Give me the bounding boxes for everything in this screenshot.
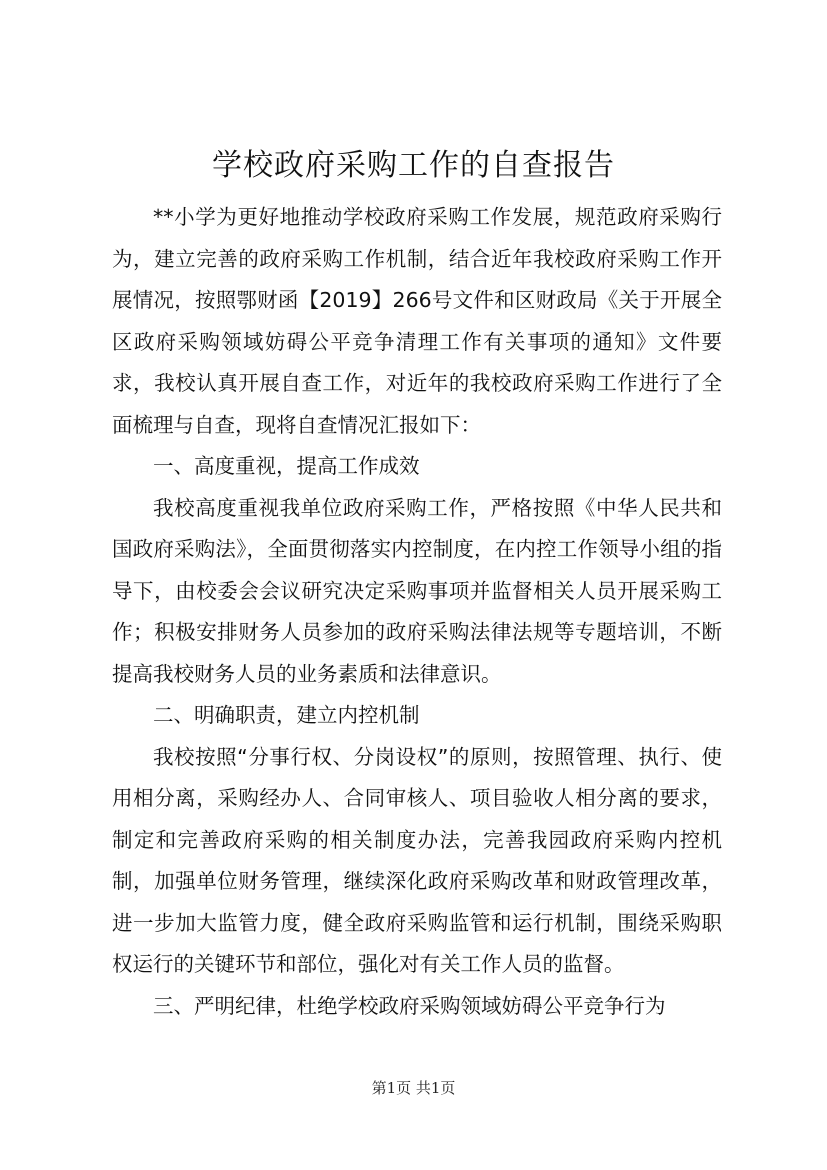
document-title: 学校政府采购工作的自查报告 (212, 148, 615, 183)
section-body-1: 我校高度重视我单位政府采购工作，严格按照《中华人民共和国政府采购法》，全面贯彻落实内控制度，在内控工作领导小组的指导下，由校委会会议研究决定采购事项并监督相关人员开展采购工作；积极安排财务人员参加的政府采购法律法规等专题培训，不断提高我校财务人员的业务素质和法律意识。 (112, 495, 722, 686)
section-heading-1: 一、高度重视，提高工作成效 (153, 454, 420, 478)
section-heading-2: 二、明确职责，建立内控机制 (153, 703, 420, 727)
document-body (112, 197, 722, 1027)
section-heading-3: 三、严明纪律，杜绝学校政府采购领域妨碍公平竞争行为 (153, 993, 666, 1018)
section-body-2: 我校按照“分事行权、分岗设权”的原则，按照管理、执行、使用相分离，采购经办人、合同审核人、项目验收人相分离的要求，制定和完善政府采购的相关制度办法，完善我园政府采购内控机制，加强单位财务管理，继续深化政府采购改革和财政管理改革，进一步加大监管力度，健全政府采购监管和运行机制，围绕采购职权运行的关键环节和部位，强化对有关工作人员的监督。 (112, 744, 722, 976)
page-number-footer: 第1页 共1页 (371, 1079, 456, 1097)
intro-paragraph: **小学为更好地推动学校政府采购工作发展，规范政府采购行为，建立完善的政府采购工作机制，结合近年我校政府采购工作开展情况，按照鄂财函【2019】266号文件和区财政局《关于开展全区政府采购领域妨碍公平竞争清理工作有关事项的通知》文件要求，我校认真开展自查工作，对近年的我校政府采购工作进行了全面梳理与自查，现将自查情况汇报如下： (112, 205, 722, 437)
